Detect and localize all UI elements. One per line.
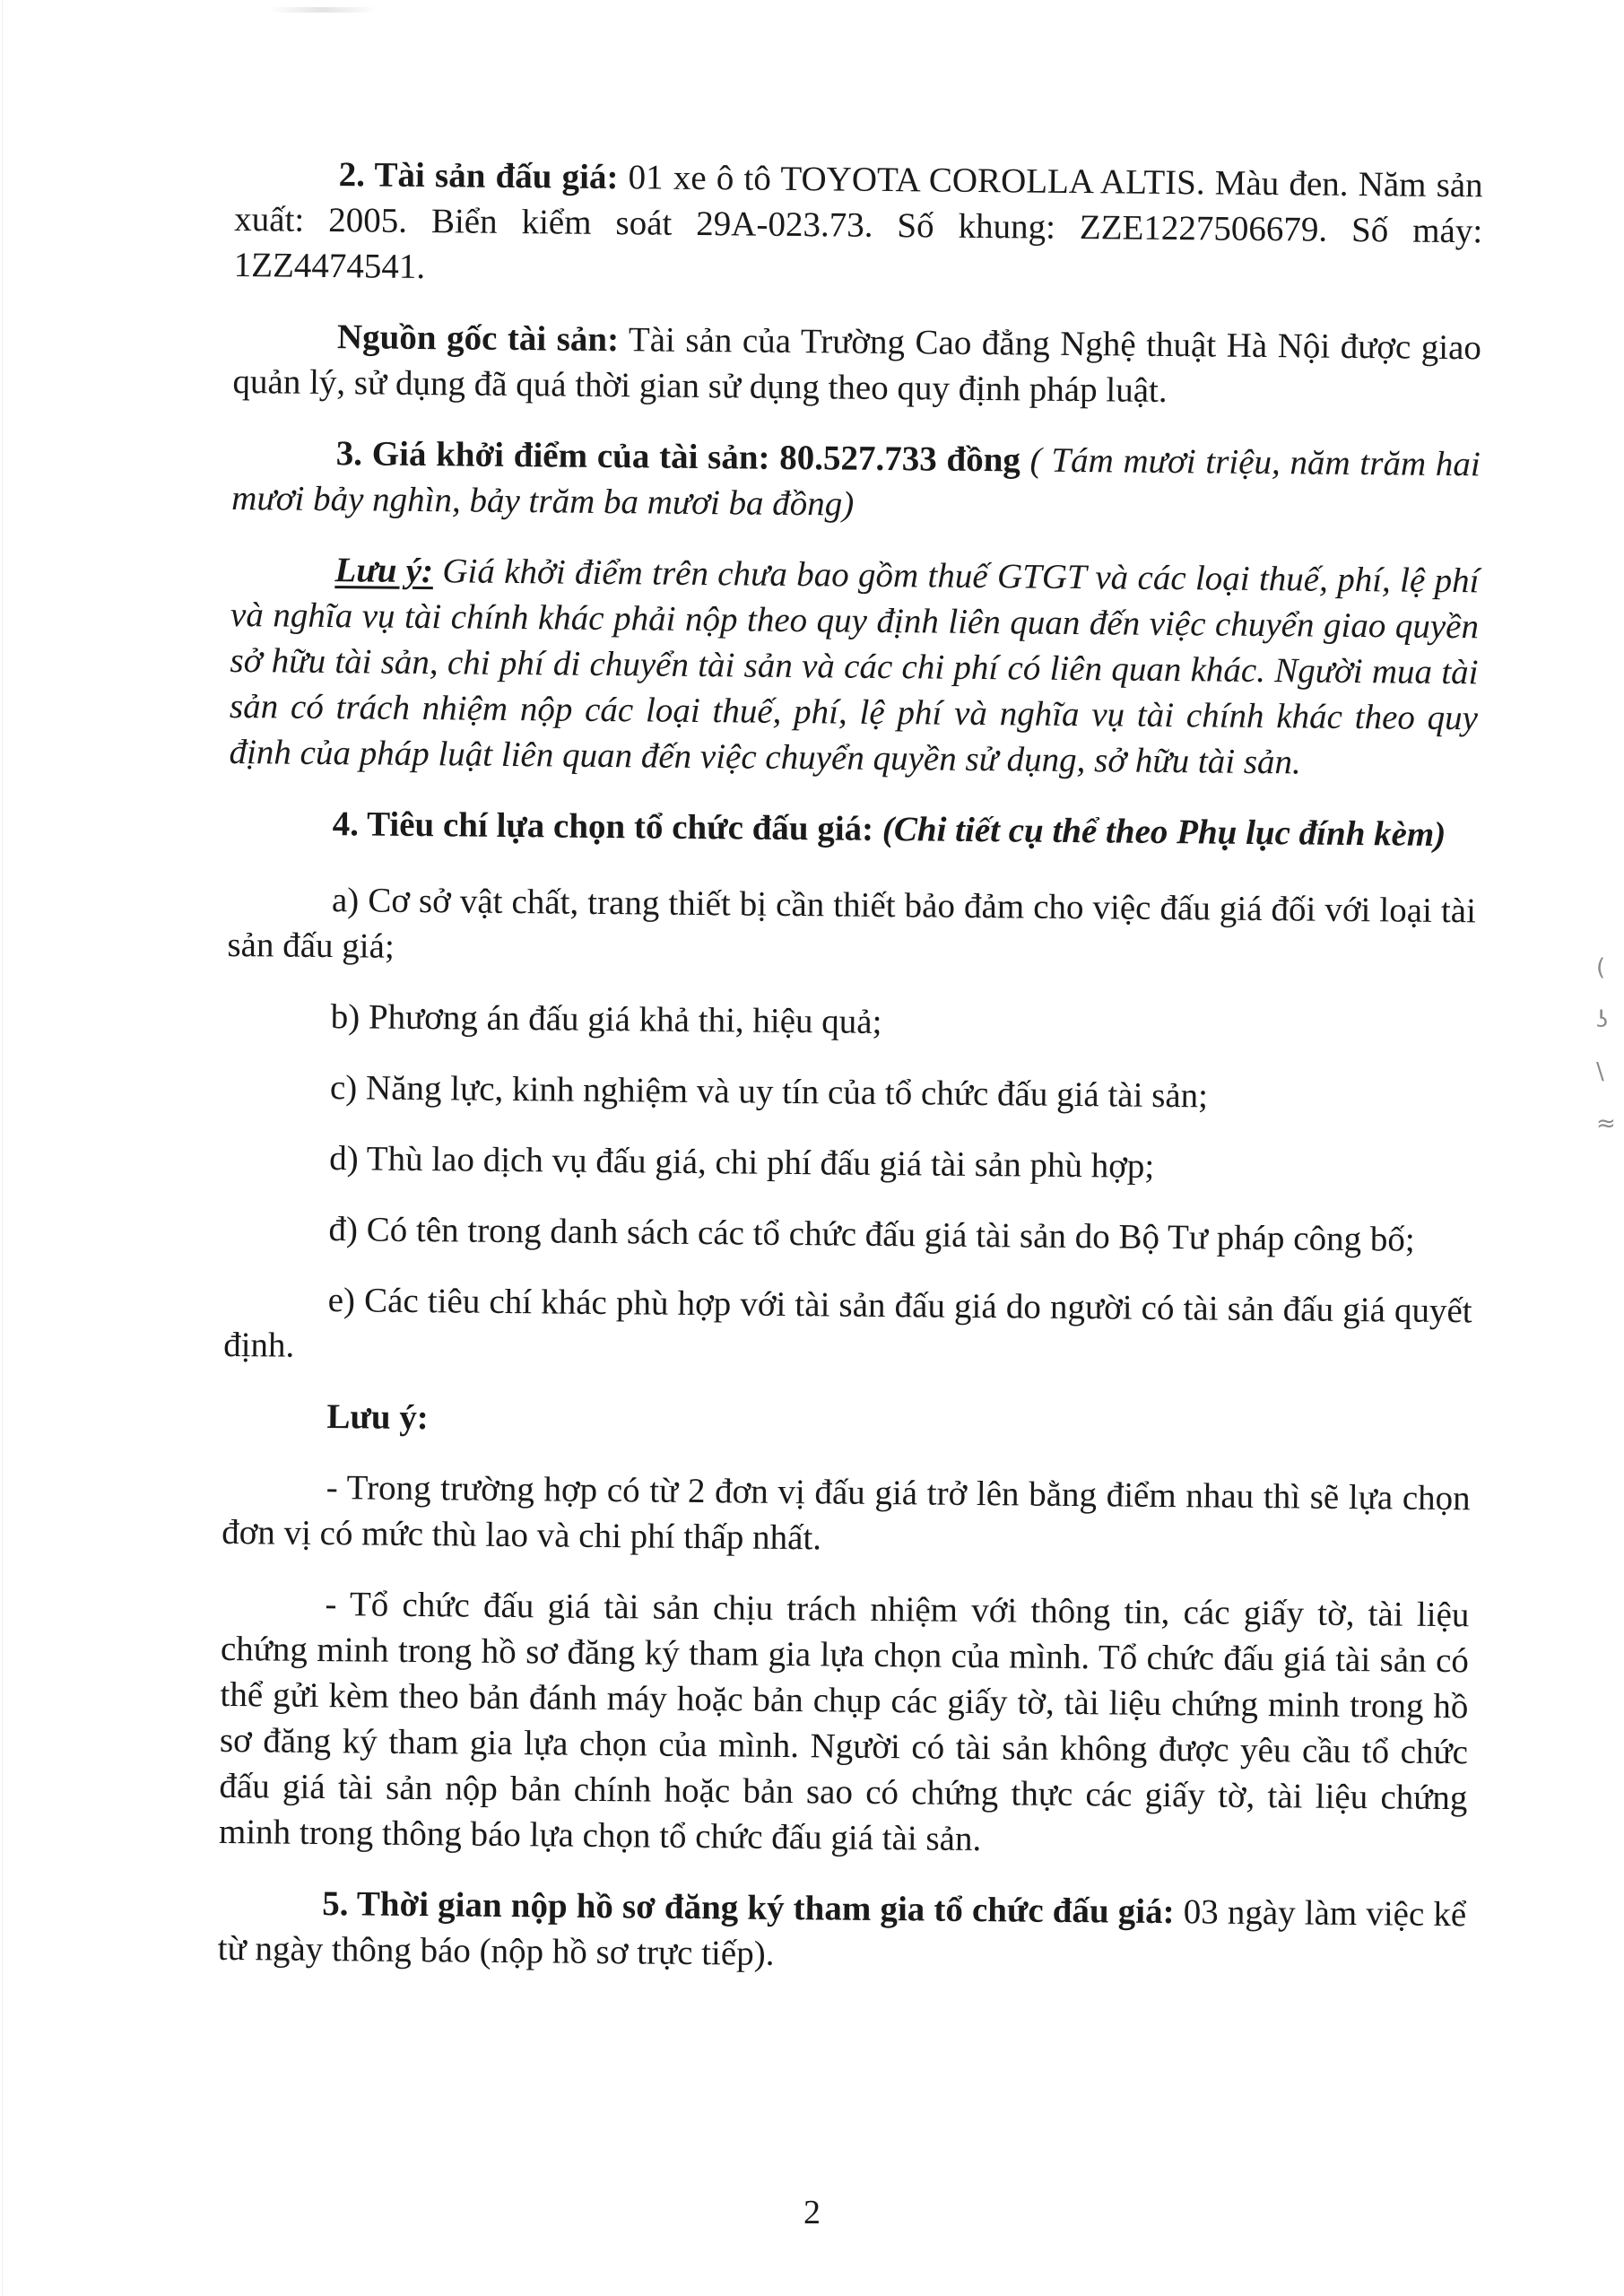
criterion-e: e) Các tiêu chí khác phù hợp với tài sản đấu giá do người có tài sản đấu giá quyết định. <box>223 1281 1472 1365</box>
scan-edge <box>2 0 3 2296</box>
section-3-price-in-words: ( Tám mươi triệu, năm trăm hai mươi bảy nghìn, bảy trăm ba mươi ba đồng) <box>231 440 1481 524</box>
asset-origin-text: Tài sản của Trường Cao đẳng Nghệ thuật Hà Nội được giao quản lý, sử dụng đã quá thời gian sử dụng theo quy định pháp luật. <box>232 320 1482 410</box>
margin-marks <box>1596 942 1614 1150</box>
section-2-text: 01 xe ô tô TOYOTA COROLLA ALTIS. Màu đen. Năm sản xuất: 2005. Biển kiểm soát 29A-023.73. Số khung: ZZE1227506679. Số máy: 1ZZ4474541. <box>233 158 1483 287</box>
document-body <box>217 151 1483 2008</box>
criterion-b: b) Phương án đấu giá khả thi, hiệu quả; <box>330 997 882 1041</box>
note-2-item-tie-break: - Trong trường hợp có từ 2 đơn vị đấu giá trở lên bằng điểm nhau thì sẽ lựa chọn đơn vị có mức thù lao và chi phí thấp nhất. <box>221 1468 1471 1558</box>
margin-mark: \ <box>1596 1058 1604 1085</box>
section-5-submission-time <box>218 1880 1467 1983</box>
section-4-criteria-heading <box>229 800 1477 857</box>
section-2-label: 2. Tài sản đấu giá: <box>338 155 619 197</box>
price-note-text: Giá khởi điểm trên chưa bao gồm thuế GTGT và các loại thuế, phí, lệ phí và nghĩa vụ tài chính khác phải nộp theo quy định liên quan đến việc chuyển giao quyền sở hữu tài sản, chi phí di chuyển tài sản và các chi phí có liên quan khác. Người mua tài sản có trách nhiệm nộp các loại thuế, phí, lệ phí và nghĩa vụ tài chính khác theo quy định của pháp luật liên quan đến việc chuyển quyền sử dụng, sở hữu tài sản. <box>229 552 1480 782</box>
criterion-c: c) Năng lực, kinh nghiệm và uy tín của tổ chức đấu giá tài sản; <box>329 1068 1209 1116</box>
margin-mark: ʖ <box>1596 1006 1609 1033</box>
note-2-heading: Lưu ý: <box>326 1397 429 1438</box>
price-note-label: Lưu ý: <box>334 551 434 591</box>
section-4-label: 4. Tiêu chí lựa chọn tổ chức đấu giá: <box>332 804 874 848</box>
section-2-asset <box>234 151 1483 300</box>
margin-mark: ≈ <box>1596 1110 1616 1137</box>
criterion-a: a) Cơ sở vật chất, trang thiết bị cần thiết bảo đảm cho việc đấu giá đối với loại tài sản đấu giá; <box>227 881 1477 966</box>
scan-smudge <box>269 7 377 13</box>
criterion-d: d) Thù lao dịch vụ đấu giá, chi phí đấu giá tài sản phù hợp; <box>329 1139 1155 1186</box>
section-3-label: 3. Giá khởi điểm của tài sản: 80.527.733 đồng <box>335 434 1021 480</box>
section-3-starting-price <box>231 430 1481 533</box>
page-number: 2 <box>803 2194 821 2231</box>
criterion-dd: đ) Có tên trong danh sách các tổ chức đấu giá tài sản do Bộ Tư pháp công bố; <box>328 1210 1415 1259</box>
section-5-text: 03 ngày làm việc kể từ ngày thông báo (nộp hồ sơ trực tiếp). <box>217 1892 1467 1973</box>
asset-origin-label: Nguồn gốc tài sản: <box>336 317 620 360</box>
price-note <box>229 546 1479 787</box>
section-4-appendix-ref: (Chi tiết cụ thể theo Phụ lục đính kèm) <box>873 809 1446 854</box>
margin-mark: ( <box>1596 954 1606 981</box>
asset-origin <box>232 313 1481 416</box>
note-2-item-responsibility: - Tổ chức đấu giá tài sản chịu trách nhiệm với thông tin, các giấy tờ, tài liệu chứng minh trong hồ sơ đăng ký tham gia lựa chọn của mình. Tổ chức đấu giá tài sản có thể gửi kèm theo bản đánh máy hoặc bản chụp các giấy tờ, tài liệu chứng minh trong hồ sơ đăng ký tham gia lựa chọn của mình. Người có tài sản không được yêu cầu tổ chức đấu giá tài sản nộp bản chính hoặc bản sao có chứng thực các giấy tờ, tài liệu chứng minh trong thông báo lựa chọn tổ chức đấu giá tài sản. <box>218 1585 1470 1859</box>
section-5-label: 5. Thời gian nộp hồ sơ đăng ký tham gia tổ chức đấu giá: <box>322 1884 1175 1932</box>
